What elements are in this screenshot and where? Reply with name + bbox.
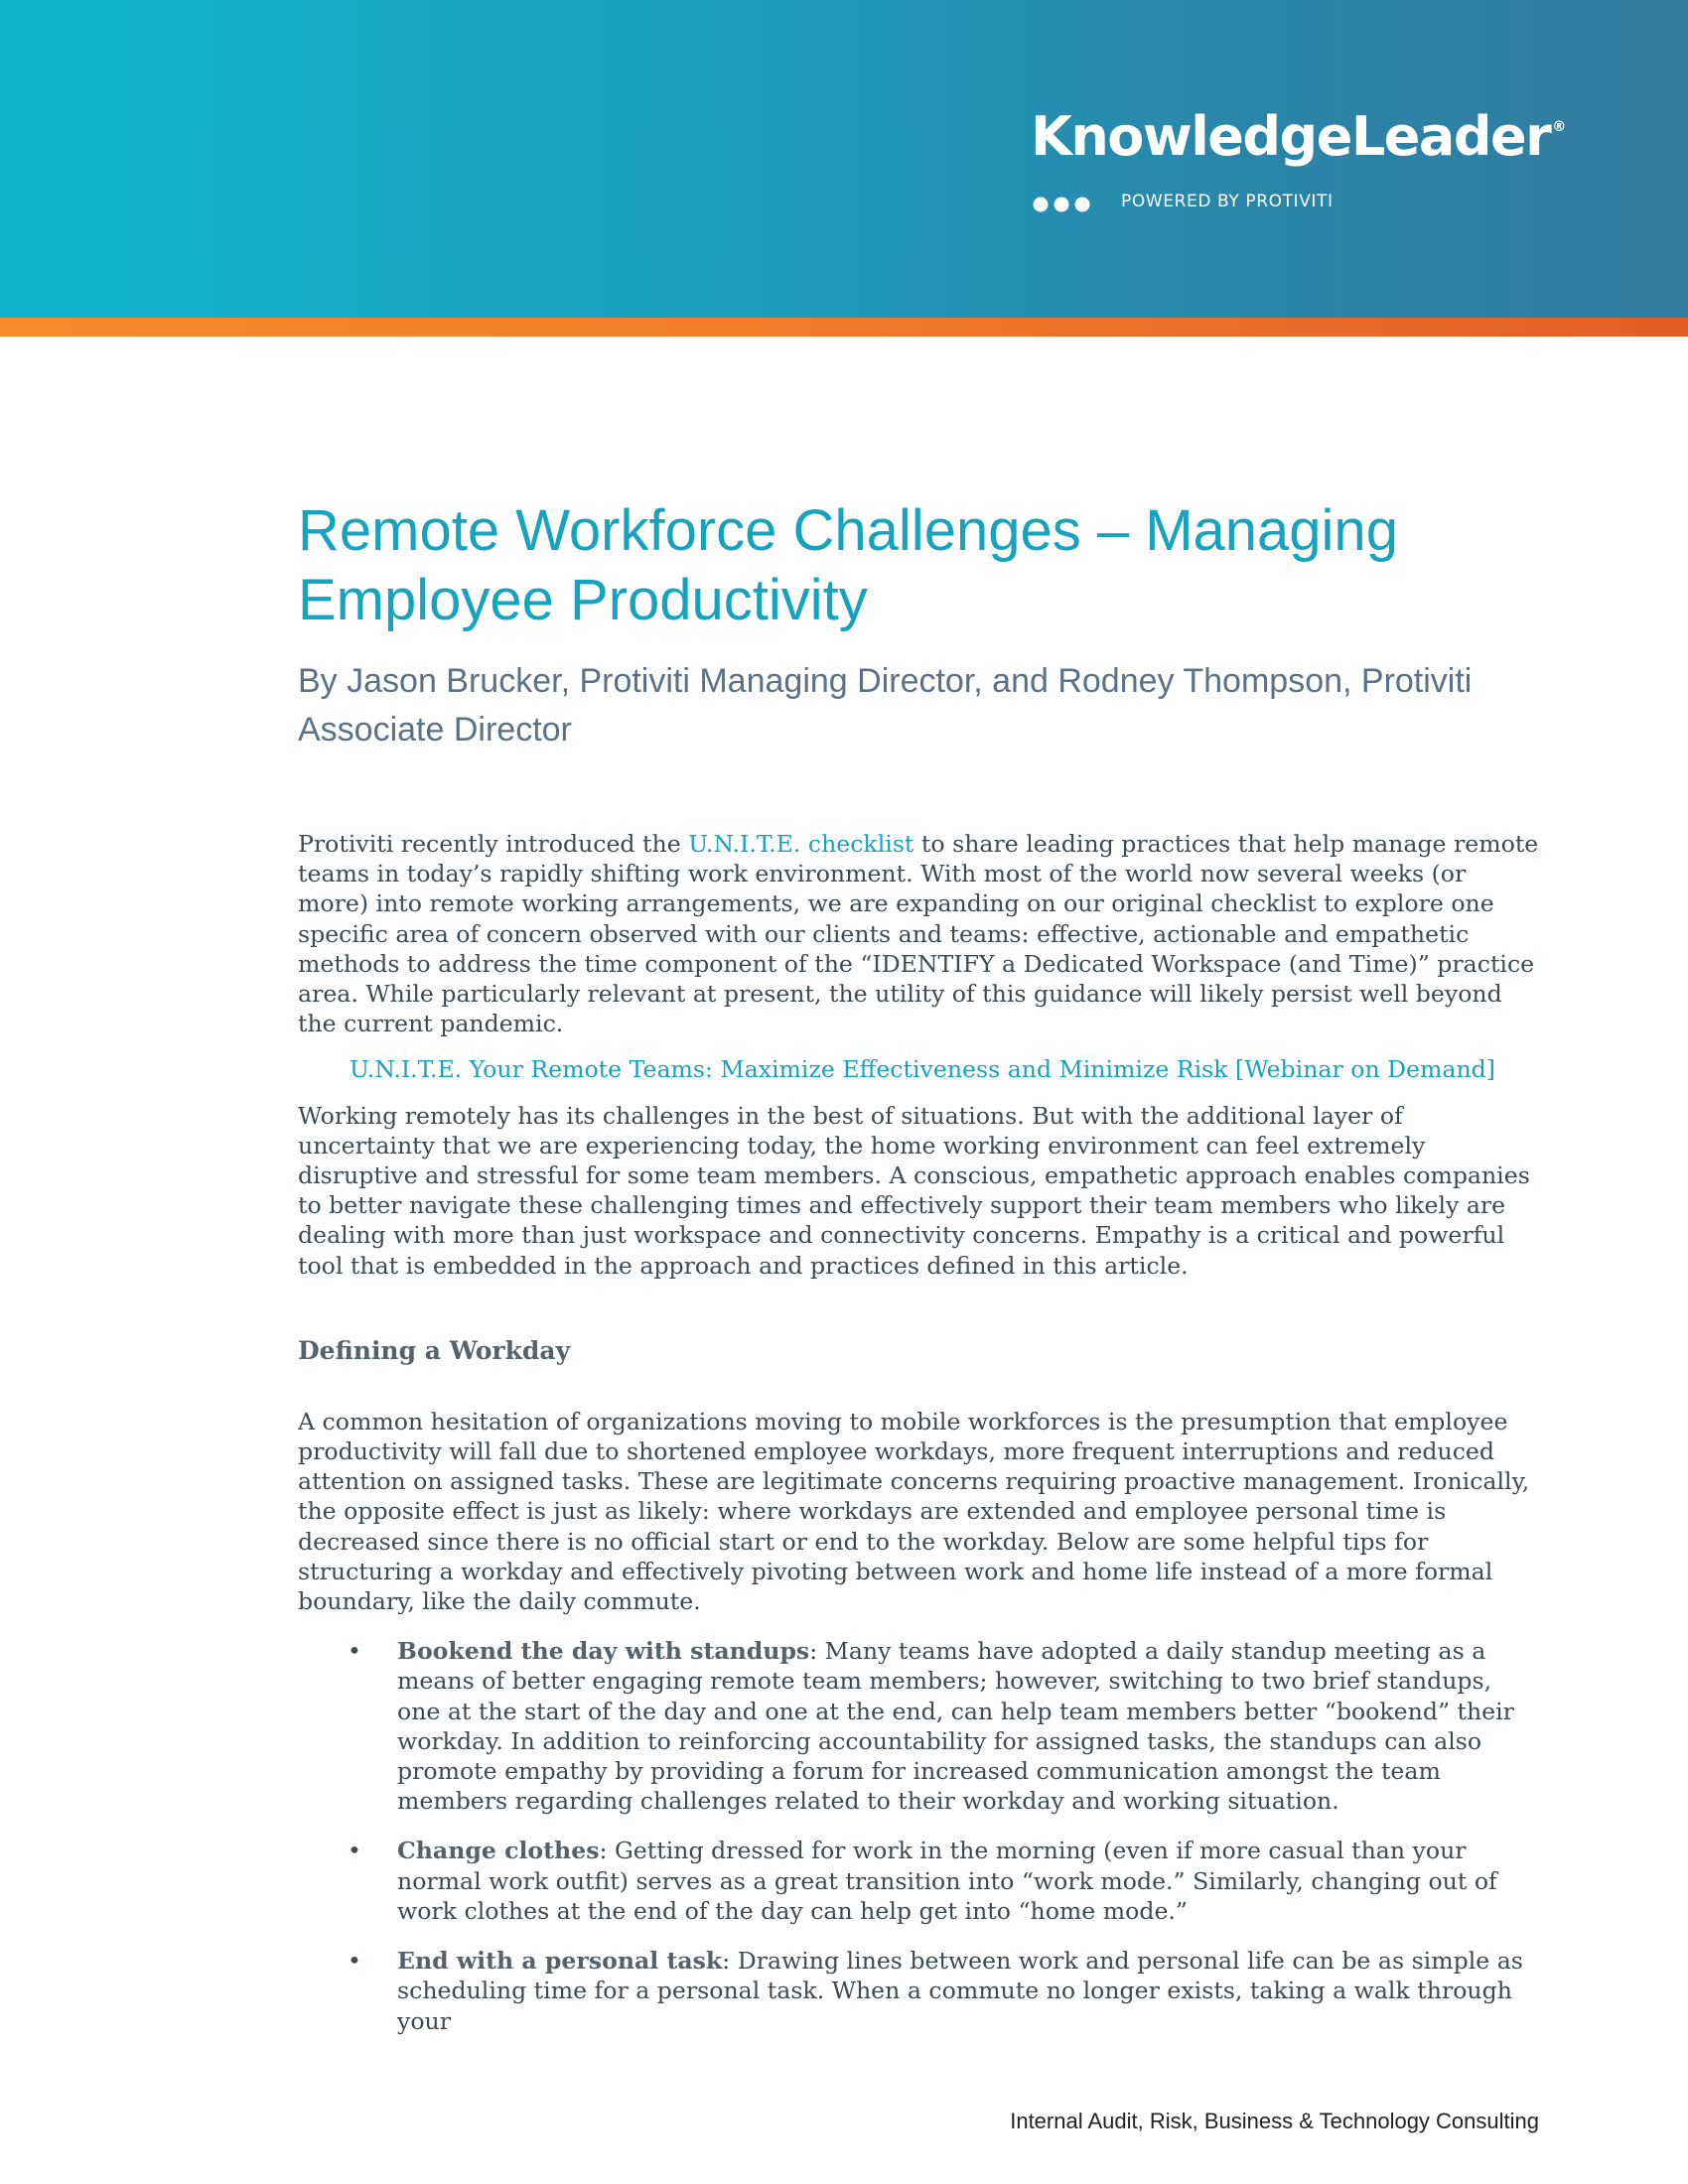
bullet-icon: • (348, 1637, 361, 1666)
tip-text: : Many teams have adopted a daily standup meeting as a means of better engaging remote team members; however, switching to two brief standups, one at the start of the day and one at the end, can help team members better “bookend” their workday. In addition to reinforcing accountability for assigned tasks, the standups can also promote empathy by providing a forum for increased communication amongst the team members regarding challenges related to their workday and working situation. (397, 1637, 1514, 1816)
section-heading: Defining a Workday (298, 1335, 571, 1365)
registered-mark: ® (1552, 119, 1565, 135)
footer-tagline: Internal Audit, Risk, Business & Technology Consulting (1010, 2109, 1539, 2133)
bullet-icon: • (348, 1947, 361, 1976)
tip-text: : Getting dressed for work in the morning (even if more casual than your normal work outfit) serves as a great transition into “work mode.” Similarly, changing out of work clothes at the end of the day can help get into “home mode.” (397, 1837, 1497, 1925)
article-byline: By Jason Brucker, Protiviti Managing Director, and Rodney Thompson, Protiviti Associate Director (298, 662, 1473, 749)
tip-title: End with a personal task (397, 1947, 723, 1976)
tip-item (348, 1636, 1539, 1816)
tip-title: Change clothes (397, 1837, 600, 1865)
header-banner (0, 0, 1688, 318)
intro-paragraph (298, 829, 1539, 1038)
body-paragraph-2: Working remotely has its challenges in the best of situations. But with the additional layer of uncertainty that we are experiencing today, the home working environment can feel extremely disruptive and stressful for some team members. A conscious, empathetic approach enables companies to better navigate these challenging times and effectively support their team members who likely are dealing with more than just workspace and connectivity concerns. Empathy is a critical and powerful tool that is embedded in the approach and practices defined in this article. (298, 1101, 1530, 1280)
article-content (298, 496, 1539, 2056)
accent-stripe (0, 318, 1688, 337)
intro-text-end: to share leading practices that help manage remote teams in today’s rapidly shifting work environment. With most of the world now several weeks (or more) into remote working arrangements, we are expanding on our original checklist to explore one specific area of concern observed with our clients and teams: effective, actionable and empathetic methods to address the time component of the “IDENTIFY a Dedicated Workspace (and Time)” practice area. While particularly relevant at present, the utility of this guidance will likely persist well beyond the current pandemic. (298, 830, 1539, 1038)
powered-by-label: POWERED BY PROTIVITI (1121, 192, 1334, 211)
bullet-icon: • (348, 1837, 361, 1865)
article-title: Remote Workforce Challenges – Managing Employee Productivity (298, 498, 1398, 632)
unite-checklist-link[interactable]: U.N.I.T.E. checklist (688, 830, 914, 858)
logo-dot (1075, 198, 1090, 212)
brand-name: KnowledgeLeader (1031, 105, 1551, 168)
tip-item (348, 1946, 1539, 2036)
logo-dot (1034, 198, 1049, 212)
tip-item (348, 1836, 1539, 1926)
three-dots-icon (1033, 196, 1132, 213)
knowledgeleader-logo (1031, 105, 1565, 168)
tips-list (298, 1636, 1539, 2035)
logo-dot (1055, 198, 1069, 212)
tip-text: : Drawing lines between work and personal life can be as simple as scheduling time for a personal task. When a commute no longer exists, taking a walk through your (397, 1947, 1523, 2035)
tip-title: Bookend the day with standups (397, 1637, 810, 1666)
body-paragraph-3: A common hesitation of organizations moving to mobile workforces is the presumption that employee productivity will fall due to shortened employee workdays, more frequent interruptions and reduced attention on assigned tasks. These are legitimate concerns requiring proactive management. Ironically, the opposite effect is just as likely: where workdays are extended and employee personal time is decreased since there is no official start or end to the workday. Below are some helpful tips for structuring a workday and effectively pivoting between work and home life instead of a more formal boundary, like the daily commute. (298, 1407, 1530, 1616)
intro-text-start: Protiviti recently introduced the (298, 830, 689, 858)
webinar-link[interactable]: U.N.I.T.E. Your Remote Teams: Maximize Effectiveness and Minimize Risk [Webinar on Demand] (350, 1055, 1495, 1084)
